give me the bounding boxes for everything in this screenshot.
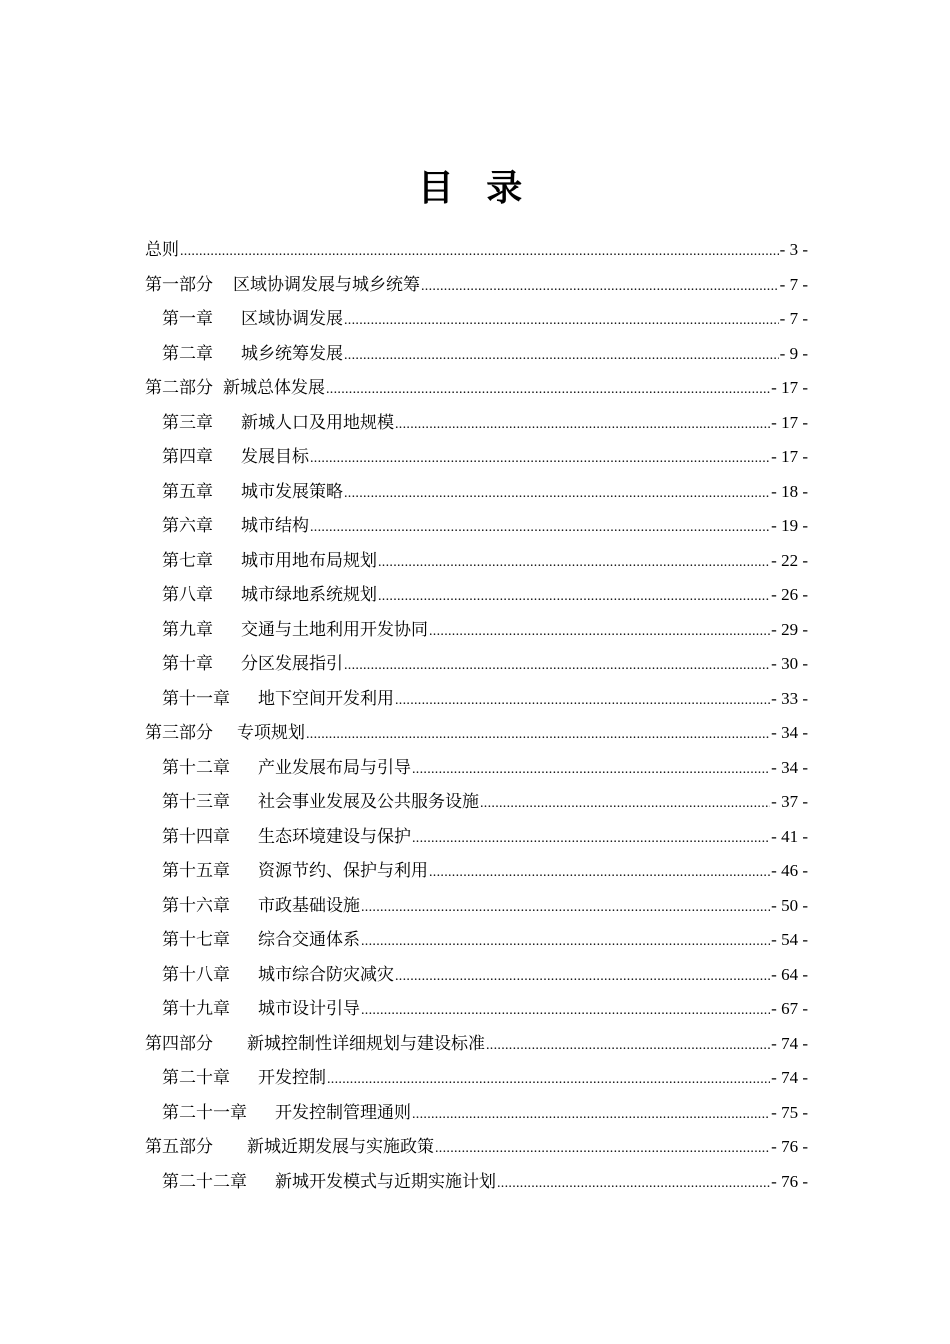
toc-entry-heading: 总则 bbox=[145, 240, 179, 260]
toc-entry-page-number: - 18 - bbox=[771, 481, 808, 501]
toc-entry-heading: 新城总体发展 bbox=[223, 378, 325, 398]
toc-entry-label: 第四章 bbox=[162, 447, 213, 467]
toc-entry-label: 第四部分 bbox=[145, 1033, 213, 1054]
toc-entry-label: 第十章 bbox=[162, 654, 213, 674]
toc-entry[interactable] bbox=[145, 647, 808, 682]
toc-entry-heading: 地下空间开发利用 bbox=[258, 688, 394, 709]
dot-leader bbox=[344, 304, 779, 339]
toc-entry-heading: 城市综合防灾减灾 bbox=[258, 964, 394, 985]
dot-leader bbox=[326, 373, 770, 408]
toc-entry-page-number: - 34 - bbox=[771, 757, 808, 777]
toc-entry[interactable] bbox=[145, 613, 808, 648]
toc-entry[interactable] bbox=[145, 958, 808, 993]
toc-entry[interactable] bbox=[145, 509, 808, 544]
toc-entry-label: 第二十章 bbox=[162, 1068, 230, 1088]
toc-entry-label: 第五部分 bbox=[145, 1137, 213, 1157]
toc-entry-label: 第十二章 bbox=[162, 757, 230, 778]
dot-leader bbox=[378, 580, 770, 615]
toc-entry-page-number: - 54 - bbox=[771, 930, 808, 949]
dot-leader bbox=[421, 270, 779, 305]
toc-entry-label: 第十四章 bbox=[162, 826, 230, 847]
toc-entry[interactable] bbox=[145, 578, 808, 613]
dot-leader bbox=[395, 960, 770, 995]
toc-entry[interactable] bbox=[145, 475, 808, 510]
toc-entry-heading: 新城控制性详细规划与建设标准 bbox=[247, 1033, 485, 1054]
toc-entry[interactable] bbox=[145, 923, 808, 958]
toc-entry-label: 第九章 bbox=[162, 619, 213, 640]
toc-entry-page-number: - 74 - bbox=[771, 1033, 808, 1053]
toc-entry[interactable] bbox=[145, 440, 808, 475]
dot-leader bbox=[412, 753, 770, 788]
toc-entry[interactable] bbox=[145, 820, 808, 855]
toc-entry-page-number: - 7 - bbox=[779, 309, 808, 328]
toc-entry-page-number: - 74 - bbox=[771, 1068, 808, 1087]
toc-entry[interactable] bbox=[145, 992, 808, 1027]
toc-entry-heading: 分区发展指引 bbox=[241, 654, 343, 674]
toc-entry-heading: 生态环境建设与保护 bbox=[258, 826, 411, 847]
toc-entry-heading: 城市用地布局规划 bbox=[241, 550, 377, 571]
toc-entry-heading: 市政基础设施 bbox=[258, 895, 360, 916]
toc-entry-heading: 开发控制管理通则 bbox=[275, 1102, 411, 1123]
toc-entry-label: 第三章 bbox=[162, 412, 213, 433]
toc-entry[interactable] bbox=[145, 268, 808, 303]
toc-entry-label: 第十三章 bbox=[162, 792, 230, 812]
toc-entry[interactable] bbox=[145, 406, 808, 441]
toc-entry[interactable] bbox=[145, 1027, 808, 1062]
toc-entry[interactable] bbox=[145, 337, 808, 372]
toc-entry-heading: 资源节约、保护与利用 bbox=[258, 861, 428, 881]
dot-leader bbox=[306, 718, 770, 753]
dot-leader bbox=[497, 1167, 770, 1202]
toc-entry-page-number: - 7 - bbox=[779, 274, 808, 294]
toc-entry-page-number: - 26 - bbox=[771, 585, 808, 604]
toc-entry-page-number: - 76 - bbox=[771, 1137, 808, 1156]
toc-entry-heading: 城市设计引导 bbox=[258, 999, 360, 1019]
toc-entry[interactable] bbox=[145, 233, 808, 268]
toc-entry-label: 第二章 bbox=[162, 343, 213, 364]
toc-entry-heading: 城乡统筹发展 bbox=[241, 343, 343, 364]
dot-leader bbox=[361, 925, 770, 960]
toc-entry-heading: 新城开发模式与近期实施计划 bbox=[275, 1171, 496, 1192]
toc-entry-label: 第二十一章 bbox=[162, 1102, 247, 1123]
toc-entry[interactable] bbox=[145, 1096, 808, 1131]
dot-leader bbox=[310, 442, 770, 477]
toc-entry-page-number: - 64 - bbox=[771, 964, 808, 984]
toc-entry-heading: 社会事业发展及公共服务设施 bbox=[258, 792, 479, 812]
toc-entry-label: 第十九章 bbox=[162, 999, 230, 1019]
toc-entry-page-number: - 33 - bbox=[771, 688, 808, 708]
toc-entry-page-number: - 17 - bbox=[771, 412, 808, 432]
toc-entry-label: 第十七章 bbox=[162, 930, 230, 950]
toc-entry[interactable] bbox=[145, 785, 808, 820]
dot-leader bbox=[429, 615, 770, 650]
toc-entry[interactable] bbox=[145, 1130, 808, 1165]
toc-entry-page-number: - 9 - bbox=[779, 343, 808, 363]
dot-leader bbox=[378, 546, 770, 581]
toc-entry[interactable] bbox=[145, 302, 808, 337]
toc-entry-heading: 新城近期发展与实施政策 bbox=[247, 1137, 434, 1157]
toc-entry-heading: 交通与土地利用开发协同 bbox=[241, 619, 428, 640]
toc-entry-page-number: - 34 - bbox=[771, 723, 808, 742]
toc-entry-heading: 区域协调发展 bbox=[241, 309, 343, 329]
toc-entry-page-number: - 46 - bbox=[771, 861, 808, 880]
toc-entry-label: 第二十二章 bbox=[162, 1171, 247, 1192]
toc-entry-page-number: - 3 - bbox=[779, 240, 808, 259]
toc-entry-page-number: - 17 - bbox=[771, 447, 808, 466]
dot-leader bbox=[344, 339, 779, 374]
toc-entry-label: 第十五章 bbox=[162, 861, 230, 881]
dot-leader bbox=[361, 994, 770, 1029]
toc-entry-page-number: - 37 - bbox=[771, 792, 808, 811]
dot-leader bbox=[395, 408, 770, 443]
toc-entry[interactable] bbox=[145, 854, 808, 889]
toc-entry[interactable] bbox=[145, 1061, 808, 1096]
toc-entry[interactable] bbox=[145, 716, 808, 751]
toc-entry-label: 第六章 bbox=[162, 516, 213, 536]
page-title: 目 录 bbox=[417, 168, 533, 210]
toc-entry-heading: 新城人口及用地规模 bbox=[241, 412, 394, 433]
toc-entry-page-number: - 17 - bbox=[771, 378, 808, 397]
toc-entry-label: 第七章 bbox=[162, 550, 213, 571]
table-of-contents bbox=[145, 233, 808, 1199]
dot-leader bbox=[344, 649, 770, 684]
dot-leader bbox=[480, 787, 770, 822]
toc-entry-label: 第十六章 bbox=[162, 895, 230, 916]
toc-entry-page-number: - 76 - bbox=[771, 1171, 808, 1191]
dot-leader bbox=[486, 1029, 770, 1064]
toc-entry-page-number: - 30 - bbox=[771, 654, 808, 673]
toc-entry-page-number: - 29 - bbox=[771, 619, 808, 639]
toc-entry-heading: 城市结构 bbox=[241, 516, 309, 536]
dot-leader bbox=[327, 1063, 770, 1098]
dot-leader bbox=[395, 684, 770, 719]
toc-entry-page-number: - 67 - bbox=[771, 999, 808, 1018]
dot-leader bbox=[180, 235, 779, 270]
toc-entry-heading: 产业发展布局与引导 bbox=[258, 757, 411, 778]
toc-entry-label: 第十八章 bbox=[162, 964, 230, 985]
toc-entry[interactable] bbox=[145, 371, 808, 406]
toc-entry-page-number: - 50 - bbox=[771, 895, 808, 915]
toc-entry-page-number: - 19 - bbox=[771, 516, 808, 535]
dot-leader bbox=[310, 511, 770, 546]
toc-entry-label: 第八章 bbox=[162, 585, 213, 605]
toc-entry-heading: 区域协调发展与城乡统筹 bbox=[233, 274, 420, 295]
toc-entry-page-number: - 75 - bbox=[771, 1102, 808, 1122]
dot-leader bbox=[435, 1132, 770, 1167]
toc-entry-heading: 综合交通体系 bbox=[258, 930, 360, 950]
dot-leader bbox=[361, 891, 770, 926]
toc-entry-label: 第一章 bbox=[162, 309, 213, 329]
toc-entry-page-number: - 41 - bbox=[771, 826, 808, 846]
toc-entry-heading: 城市绿地系统规划 bbox=[241, 585, 377, 605]
dot-leader bbox=[344, 477, 770, 512]
toc-entry-label: 第五章 bbox=[162, 481, 213, 502]
toc-entry[interactable] bbox=[145, 682, 808, 717]
toc-entry-heading: 开发控制 bbox=[258, 1068, 326, 1088]
toc-entry-label: 第二部分 bbox=[145, 378, 213, 398]
dot-leader bbox=[412, 1098, 770, 1133]
toc-entry[interactable] bbox=[145, 751, 808, 786]
toc-entry-heading: 发展目标 bbox=[241, 447, 309, 467]
toc-entry-heading: 专项规划 bbox=[237, 723, 305, 743]
toc-entry-page-number: - 22 - bbox=[771, 550, 808, 570]
toc-entry-label: 第十一章 bbox=[162, 688, 230, 709]
toc-entry[interactable] bbox=[145, 544, 808, 579]
toc-entry-heading: 城市发展策略 bbox=[241, 481, 343, 502]
toc-entry-label: 第一部分 bbox=[145, 274, 213, 295]
toc-entry[interactable] bbox=[145, 1165, 808, 1200]
toc-entry[interactable] bbox=[145, 889, 808, 924]
toc-entry-label: 第三部分 bbox=[145, 723, 213, 743]
dot-leader bbox=[412, 822, 770, 857]
dot-leader bbox=[429, 856, 770, 891]
